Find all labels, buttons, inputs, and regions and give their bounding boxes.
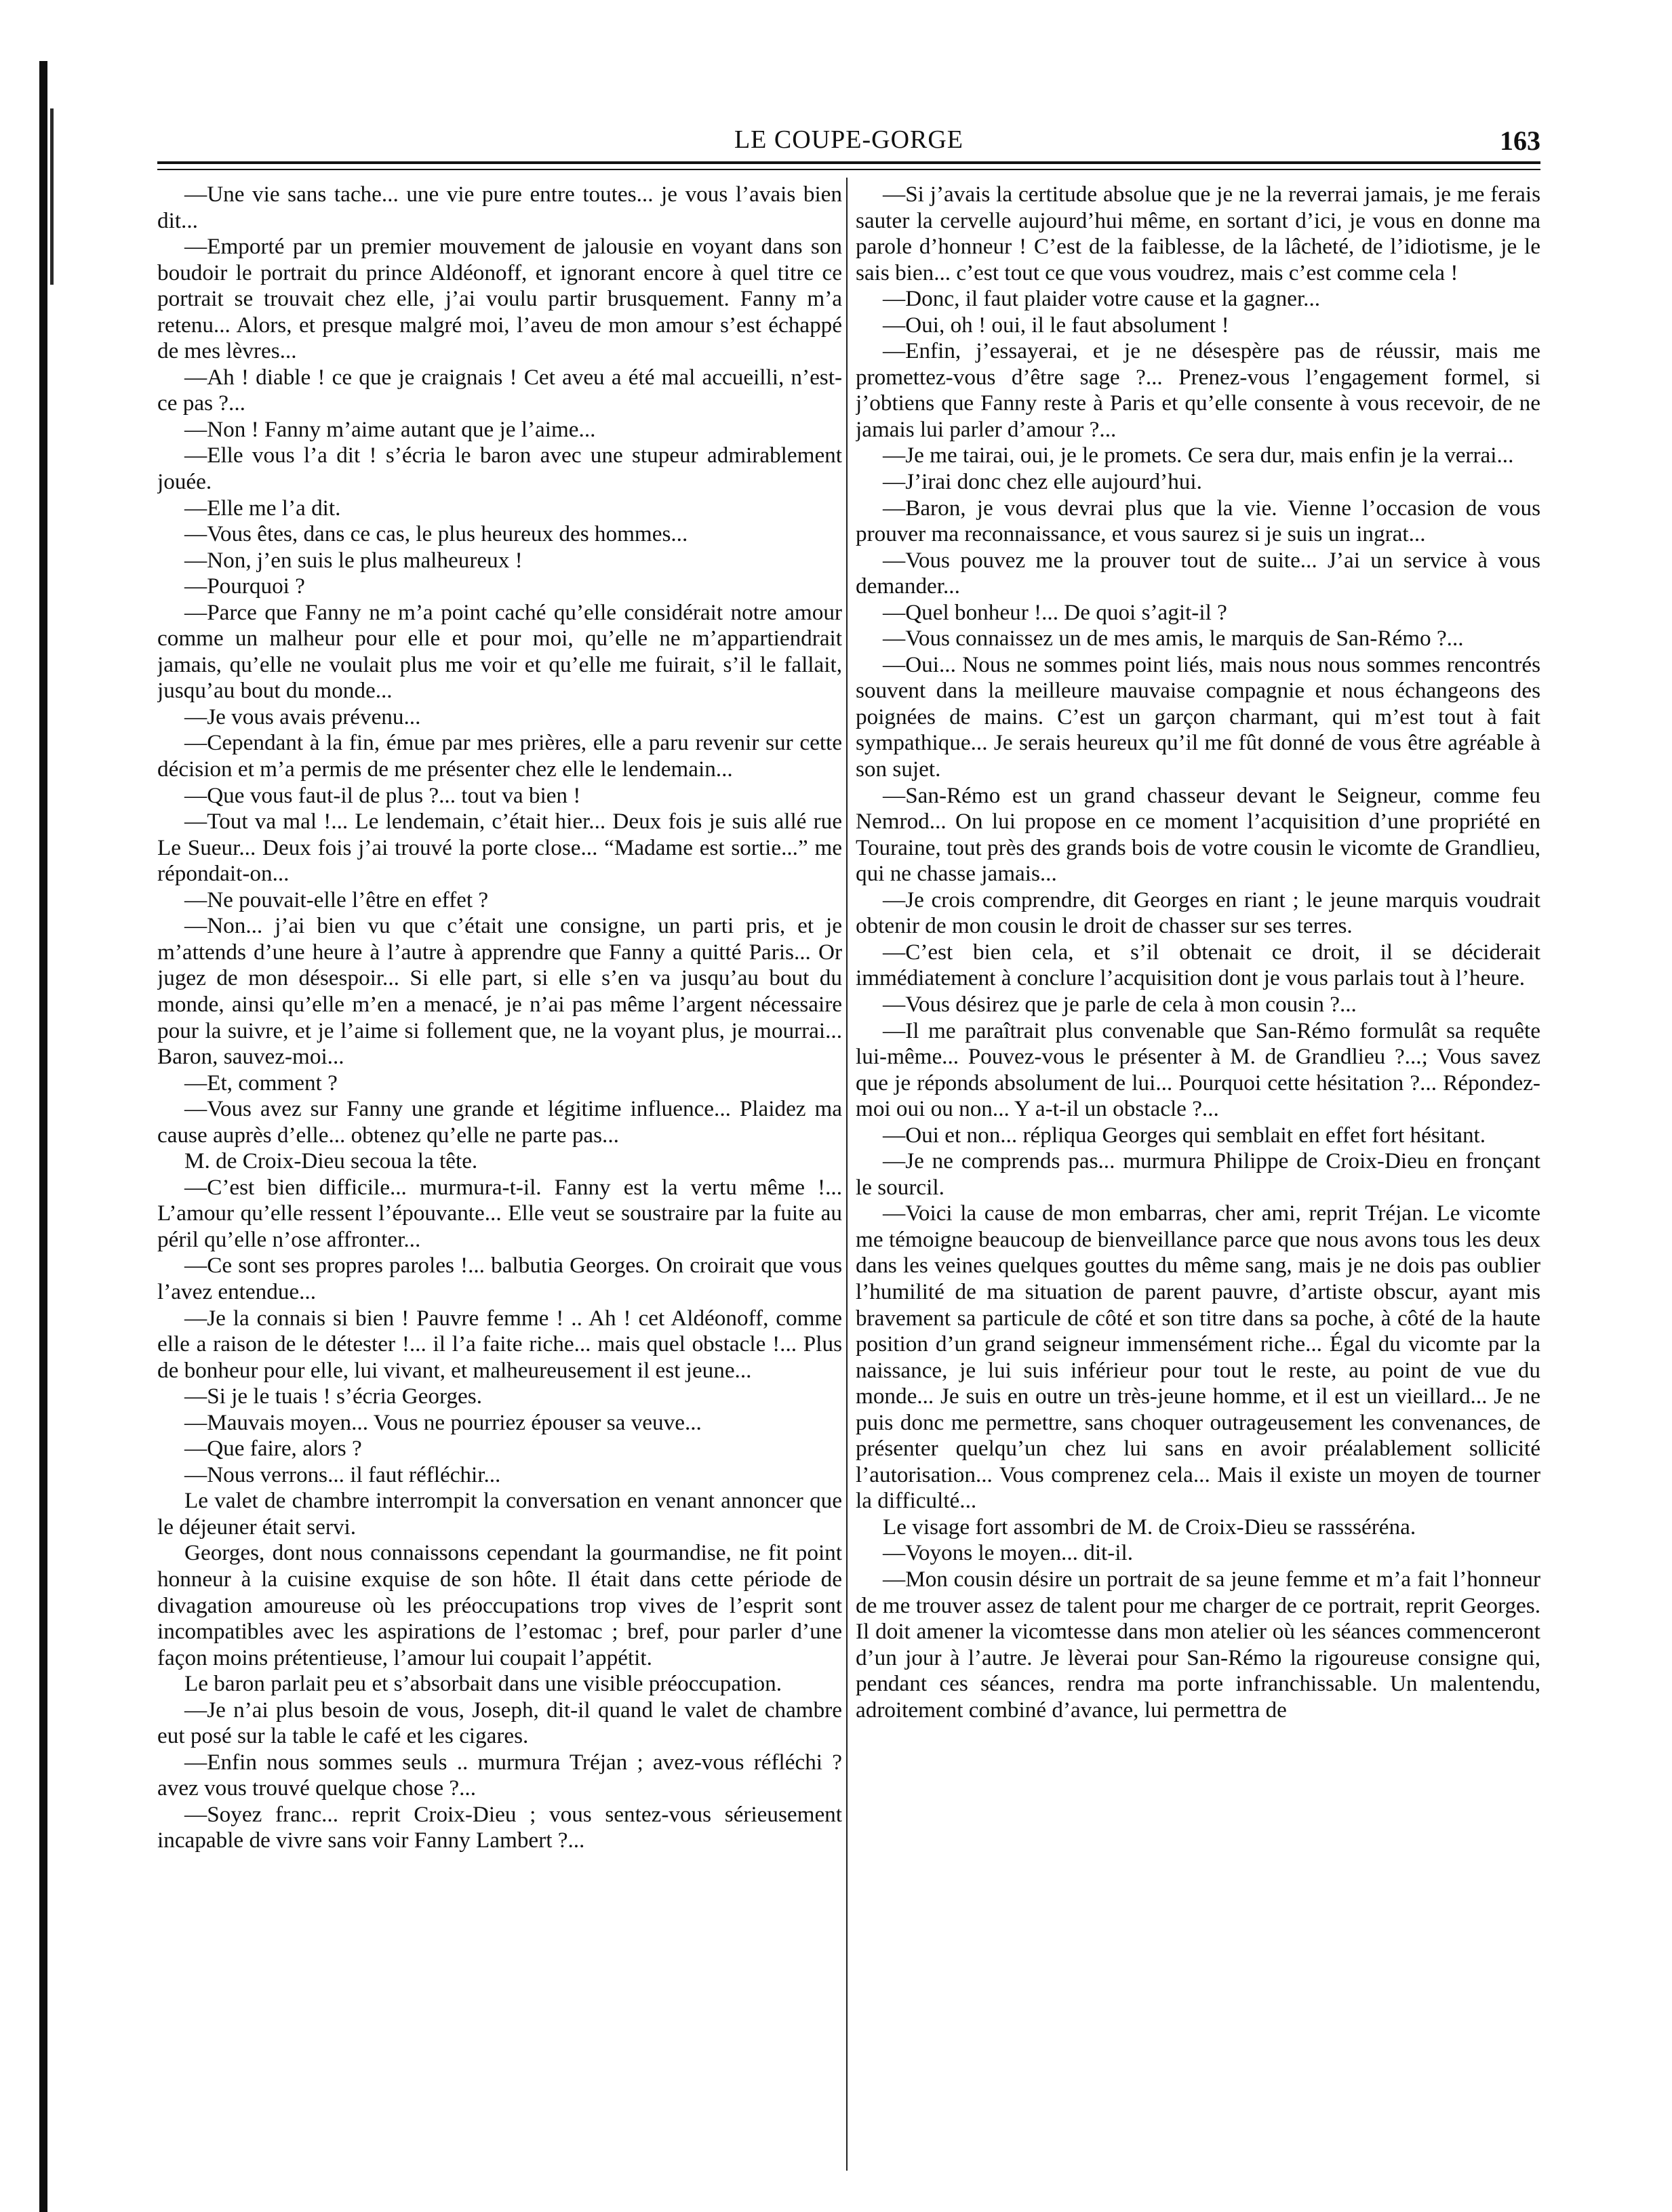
- paragraph: —C’est bien difficile... murmura-t-il. Fanny est la vertu même !... L’amour qu’elle ressent l’épouvante... Elle veut se soustraire par la fuite au péril qu’elle n’ose affronter...: [157, 1174, 842, 1252]
- paragraph: —Que vous faut-il de plus ?... tout va bien !: [184, 782, 581, 808]
- paragraph: M. de Croix-Dieu secoua la tête.: [184, 1148, 478, 1174]
- paragraph: —Enfin nous sommes seuls .. murmura Tréjan ; avez-vous réfléchi ? avez vous trouvé quelque chose ?...: [157, 1749, 842, 1801]
- paragraph: —Quel bonheur !... De quoi s’agit-il ?: [883, 599, 1227, 625]
- paragraph: —Je vous avais prévenu...: [184, 704, 421, 729]
- paragraph: Le visage fort assombri de M. de Croix-Dieu se rassséréna.: [883, 1514, 1416, 1540]
- paragraph: —Vous désirez que je parle de cela à mon cousin ?...: [883, 991, 1357, 1017]
- paragraph: —Oui, oh ! oui, il le faut absolument !: [883, 312, 1229, 338]
- paragraph: —Une vie sans tache... une vie pure entre toutes... je vous l’avais bien dit...: [157, 182, 842, 233]
- paragraph: —Et, comment ?: [184, 1070, 338, 1095]
- paragraph: —Il me paraîtrait plus convenable que San-Rémo formulât sa requête lui-même... Pouvez-vous le présenter à M. de Grandlieu ?...; Vous savez que je réponds absolument de lui... Pourquoi cette hésitation ?... Répondez-moi oui ou non... Y a-t-il un obstacle ?...: [856, 1018, 1540, 1122]
- paragraph: —Mon cousin désire un portrait de sa jeune femme et m’a fait l’honneur de me trouver assez de talent pour me charger de ce portrait, reprit Georges. Il doit amener la vicomtesse dans mon atelier où les séances commenceront d’un jour à l’autre. Je lèverai pour San-Rémo la rigoureuse consigne qui, pendant ces séances, rendra ma porte infranchissable. Un malentendu, adroitement combiné d’avance, lui permettra de: [856, 1566, 1540, 1723]
- paragraph: —Non, j’en suis le plus malheureux !: [184, 547, 523, 573]
- paragraph: —Vous connaissez un de mes amis, le marquis de San-Rémo ?...: [883, 626, 1464, 651]
- paragraph: —Ne pouvait-elle l’être en effet ?: [184, 887, 489, 912]
- header-rule-thin: [157, 169, 1540, 170]
- left-column: [157, 182, 842, 2175]
- book-spine-edge: [0, 0, 68, 2212]
- paragraph: —Parce que Fanny ne m’a point caché qu’elle considérait notre amour comme un malheur pour elle et pour moi, qu’elle ne m’appartiendrait jamais, qu’elle ne voulait plus me voir et qu’elle me fuirait, s’il le fallait, jusqu’au bout du monde...: [157, 599, 842, 704]
- paragraph: —Vous pouvez me la prouver tout de suite... J’ai un service à vous demander...: [856, 547, 1540, 599]
- spine-shadow-mark: [50, 108, 54, 285]
- column-divider: [846, 178, 848, 2171]
- paragraph: —Soyez franc... reprit Croix-Dieu ; vous sentez-vous sérieusement incapable de vivre sans voir Fanny Lambert ?...: [157, 1801, 842, 1853]
- paragraph: —Vous avez sur Fanny une grande et légitime influence... Plaidez ma cause auprès d’elle... obtenez qu’elle ne parte pas...: [157, 1096, 842, 1148]
- paragraph: —Ce sont ses propres paroles !... balbutia Georges. On croirait que vous l’avez entendue...: [157, 1253, 842, 1304]
- paragraph: —Emporté par un premier mouvement de jalousie en voyant dans son boudoir le portrait du prince Aldéonoff, et ignorant encore à quel titre ce portrait se trouvait chez elle, j’ai voulu partir brusquement. Fanny m’a retenu... Alors, et presque malgré moi, l’aveu de mon amour s’est échappé de mes lèvres...: [157, 234, 842, 364]
- paragraph: —Nous verrons... il faut réfléchir...: [184, 1462, 501, 1487]
- paragraph: —Mauvais moyen... Vous ne pourriez épouser sa veuve...: [184, 1409, 702, 1435]
- paragraph: —Je ne comprends pas... murmura Philippe de Croix-Dieu en fronçant le sourcil.: [856, 1148, 1540, 1200]
- spine-shadow-bar: [39, 61, 47, 2212]
- paragraph: —San-Rémo est un grand chasseur devant le Seigneur, comme feu Nemrod... On lui propose en ce moment l’acquisition d’une propriété en Touraine, tout près des grands bois de votre cousin le vicomte de Grandlieu, qui ne chasse jamais...: [856, 782, 1540, 887]
- paragraph: —Si je le tuais ! s’écria Georges.: [184, 1384, 482, 1409]
- paragraph: —Baron, je vous devrai plus que la vie. Vienne l’occasion de vous prouver ma reconnaissance, et vous saurez si je suis un ingrat...: [856, 495, 1540, 547]
- paragraph: —Je la connais si bien ! Pauvre femme ! .. Ah ! cet Aldéonoff, comme elle a raison de le détester !... il l’a faite riche... mais quel obstacle !... Plus de bonheur pour elle, lui vivant, et malheureusement il est jeune...: [157, 1305, 842, 1383]
- paragraph: —Enfin, j’essayerai, et je ne désespère pas de réussir, mais me promettez-vous d’être sage ?... Prenez-vous l’engagement formel, si j’obtiens que Fanny reste à Paris et qu’elle consente à vous recevoir, de ne jamais lui parler d’amour ?...: [856, 338, 1540, 442]
- paragraph: —Que faire, alors ?: [184, 1436, 362, 1462]
- paragraph: —Tout va mal !... Le lendemain, c’était hier... Deux fois je suis allé rue Le Sueur... Deux fois j’ai trouvé la porte close... “Madame est sortie...” me répondait-on...: [157, 809, 842, 887]
- header-rule-thick: [157, 161, 1540, 164]
- paragraph: —Ah ! diable ! ce que je craignais ! Cet aveu a été mal accueilli, n’est-ce pas ?...: [157, 364, 842, 416]
- paragraph: —Pourquoi ?: [184, 574, 305, 599]
- paragraph: Le baron parlait peu et s’absorbait dans une visible préoccupation.: [184, 1671, 782, 1697]
- paragraph: —Elle vous l’a dit ! s’écria le baron avec une stupeur admirablement jouée.: [157, 443, 842, 495]
- paragraph: —Elle me l’a dit.: [184, 495, 341, 521]
- paragraph: —Voyons le moyen... dit-il.: [883, 1540, 1134, 1566]
- paragraph: —C’est bien cela, et s’il obtenait ce droit, il se déciderait immédiatement à conclure l’acquisition dont je vous parlais tout à l’heure.: [856, 939, 1540, 991]
- paragraph: —Non ! Fanny m’aime autant que je l’aime...: [184, 416, 596, 442]
- paragraph: —Non... j’ai bien vu que c’était une consigne, un parti pris, et je m’attends d’une heure à l’autre à apprendre que Fanny a quitté Paris... Or jugez de mon désespoir... Si elle part, si elle s’en va jusqu’au bout du monde, ainsi qu’elle m’en a menacé, je n’ai pas même l’argent nécessaire pour la suivre, et je l’aime si follement que, ne la voyant plus, je mourrai... Baron, sauvez-moi...: [157, 913, 842, 1070]
- paragraph: Le valet de chambre interrompit la conversation en venant annoncer que le déjeuner était servi.: [157, 1488, 842, 1540]
- paragraph: —Donc, il faut plaider votre cause et la gagner...: [883, 286, 1321, 312]
- running-title: LE COUPE-GORGE: [734, 125, 964, 154]
- paragraph: —Oui... Nous ne sommes point liés, mais nous nous sommes rencontrés souvent dans la meilleure mauvaise compagnie et nous échangeons des poignées de mains. C’est un garçon charmant, qui m’est tout à fait sympathique... Je serais heureux qu’il me fût donné de vous être agréable à son sujet.: [856, 651, 1540, 782]
- page-number: 163: [1500, 125, 1540, 156]
- paragraph: —Je crois comprendre, dit Georges en riant ; le jeune marquis voudrait obtenir de mon cousin le droit de chasser sur ses terres.: [856, 887, 1540, 939]
- paragraph: —Cependant à la fin, émue par mes prières, elle a paru revenir sur cette décision et m’a permis de me présenter chez elle le lendemain...: [157, 730, 842, 782]
- paragraph: —Vous êtes, dans ce cas, le plus heureux des hommes...: [184, 521, 688, 547]
- paragraph: —Je n’ai plus besoin de vous, Joseph, dit-il quand le valet de chambre eut posé sur la table le café et les cigares.: [157, 1697, 842, 1749]
- right-column: [856, 182, 1540, 2175]
- paragraph: —Oui et non... répliqua Georges qui semblait en effet fort hésitant.: [883, 1122, 1486, 1148]
- paragraph: —Je me tairai, oui, je le promets. Ce sera dur, mais enfin je la verrai...: [883, 443, 1514, 468]
- paragraph: Georges, dont nous connaissons cependant la gourmandise, ne fit point honneur à la cuisine exquise de son hôte. Il était dans cette période de divagation amoureuse où les préoccupations trop vives de l’esprit sont incompatibles avec les aspirations de l’estomac ; bref, pour parler d’une façon moins prétentieuse, l’amour lui coupait l’appétit.: [157, 1540, 842, 1670]
- paragraph: —Voici la cause de mon embarras, cher ami, reprit Tréjan. Le vicomte me témoigne beaucoup de bienveillance parce que nous avons tous les deux dans les veines quelques gouttes du même sang, mais je ne dois pas oublier l’humilité de ma situation de parent pauvre, d’artiste obscur, ayant mis bravement sa particule de côté et son titre dans sa poche, à côté de la haute position d’un grand seigneur immensément riche... Égal du vicomte par la naissance, je lui suis inférieur pour tout le reste, au point de vue du monde... Je suis en outre un très-jeune homme, et il est un vieillard... Je ne puis donc me permettre, sans choquer outrageusement les convenances, de présenter quelqu’un chez lui sans en avoir préalablement sollicité l’autorisation... Vous comprenez cela... Mais il existe un moyen de tourner la difficulté...: [856, 1201, 1540, 1514]
- paragraph: —Si j’avais la certitude absolue que je ne la reverrai jamais, je me ferais sauter la cervelle aujourd’hui même, en sortant d’ici, je vous en donne ma parole d’honneur ! C’est de la faiblesse, de la lâcheté, de l’idiotisme, je le sais bien... c’est tout ce que vous voudrez, mais c’est comme cela !: [856, 182, 1540, 285]
- paragraph: —J’irai donc chez elle aujourd’hui.: [883, 469, 1202, 495]
